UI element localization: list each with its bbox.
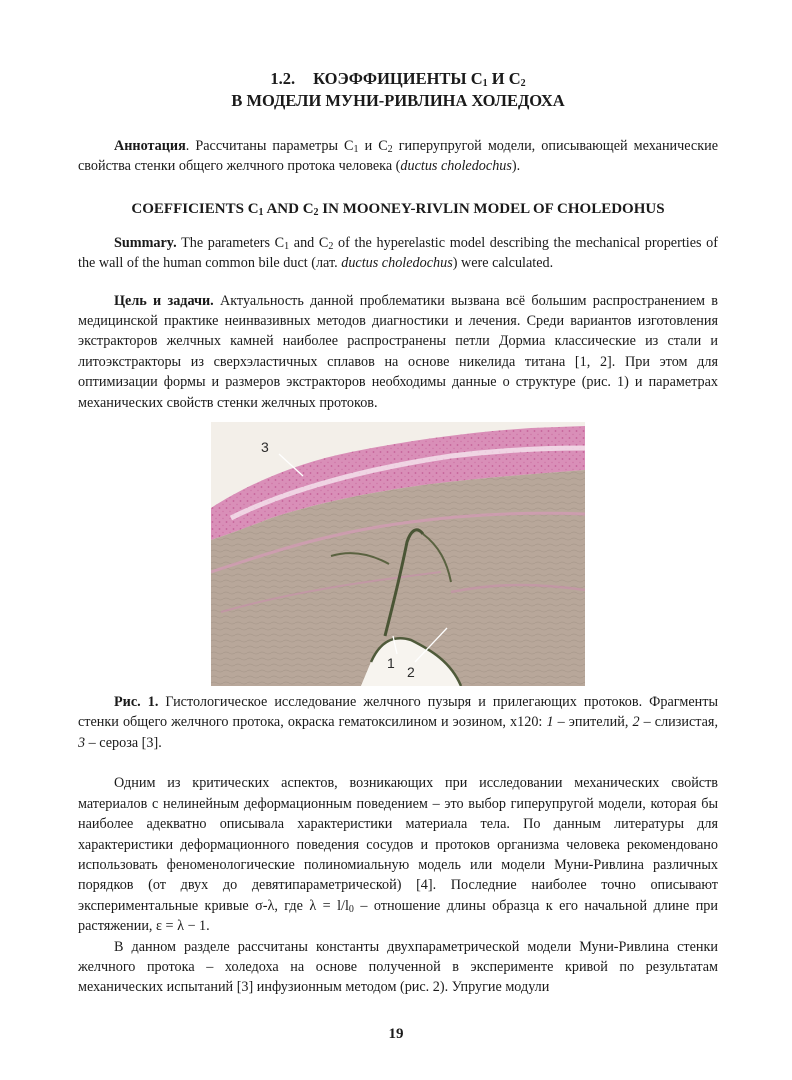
figure-label-1: 1 <box>387 655 395 672</box>
goal-label: Цель и задачи. <box>114 292 214 309</box>
figure-label-2: 2 <box>407 664 415 681</box>
english-title: COEFFICIENTS $C_1$ AND $C_2$ IN MOONEY-RIVLIN MODEL OF CHOLEDOHUS <box>131 200 665 218</box>
annotation-label: Аннотация <box>114 138 186 154</box>
formula-epsilon: ε = λ − 1 <box>156 918 207 935</box>
page-content <box>78 68 718 998</box>
body-paragraph-1: Одним из критических аспектов, возникающих при исследовании механических свойств материалов с нелинейным деформационным поведением – это выбор гиперупругой модели, которая бы наиболее адекватно описывала характеристики материала тела. По данным литературы для характеристики деформационного поведения сосудов и протоков организма человека рекомендовано использовать феноменологические полиномиальную модель или модели Муни-Ривлина различных порядков (от двух до девятипараметрической) [4]. Последние наиболее точно описывают экспериментальные кривые σ-λ, где $\lambda = l/l_0$ – отношение длины образца к его начальной длине при растяжении, ε = λ − 1. <box>78 775 718 935</box>
summary-label: Summary. <box>114 234 177 251</box>
formula-lambda: $\lambda = l/l_0$ <box>309 897 354 915</box>
goal-paragraph: Цель и задачи. Актуальность данной проблематики вызвана всё большим распространением в медицинской практике неинвазивных методов диагностики и лечения. Среди вариантов изготовления экстракторов желчных камней наиболее распространены петли Дормиа классические из стали и литоэкстракторы из сверхэластичных сплавов на основе никелида титана [1, 2]. При этом для оптимизации формы и размеров экстракторов необходимы данные о структуре (рис. 1) и параметрах механических свойств стенки желчных протоков. <box>78 292 718 411</box>
page-number: 19 <box>388 1026 404 1042</box>
section-title: 1.2. КОЭФФИЦИЕНТЫ $С_1$ И $С_2$ В МОДЕЛИ МУНИ-РИВЛИНА ХОЛЕДОХА <box>231 69 565 110</box>
body-paragraph-2: В данном разделе рассчитаны константы двухпараметрической модели Муни-Ривлина стенки желчного протока – холедоха на основе полученной в эксперименте кривой по результатам механических испытаний [3] инфузионным методом (рис. 2). Упругие модули <box>78 938 718 996</box>
caption-label: Рис. 1. <box>114 694 159 711</box>
figure-label-3: 3 <box>261 439 269 456</box>
annotation-paragraph: Аннотация. Рассчитаны параметры $С_1$ и $С_2$ гиперупругой модели, описывающей механические свойства стенки общего желчного протока человека (ductus choledochus). <box>78 138 718 175</box>
summary-paragraph: Summary. The parameters $C_1$ and $C_2$ of the hyperelastic model describing the mechanical properties of the wall of the human common bile duct (лат. ductus choledochus) were calculated. <box>78 234 718 272</box>
section-number: 1.2. <box>270 69 296 88</box>
histology-figure <box>211 422 585 686</box>
title-line-2: В МОДЕЛИ МУНИ-РИВЛИНА ХОЛЕДОХА <box>231 91 565 110</box>
histology-image <box>211 422 585 686</box>
figure-caption: Рис. 1. Гистологическое исследование желчного пузыря и прилегающих протоков. Фрагменты стенки общего желчного протока, окраска гематоксилином и эозином, х120: 1 – эпителий, 2 – слизистая, 3 – сероза [3]. <box>78 694 718 751</box>
